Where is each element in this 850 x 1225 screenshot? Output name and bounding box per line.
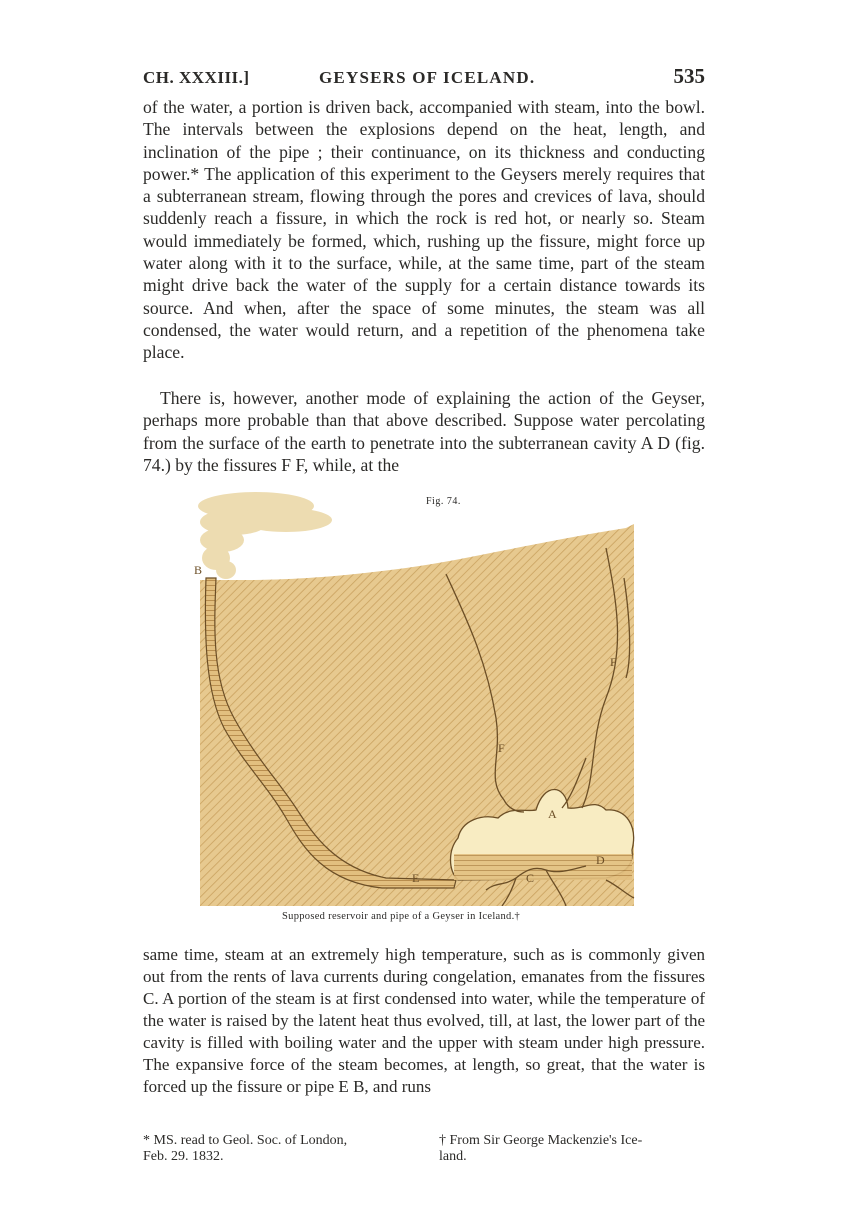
- paragraph-continued: [143, 96, 705, 364]
- label-f-middle: F: [498, 741, 505, 755]
- running-header: [143, 64, 705, 88]
- footnote-line: * MS. read to Geol. Soc. of London,: [143, 1133, 348, 1148]
- footnote-line: † From Sir George Mackenzie's Ice-: [439, 1133, 643, 1148]
- paragraph-text: There is, however, another mode of explaining the action of the Geyser, perhaps more probable than that above described. Suppose water percolating from the surface of the earth to penetrate into the subterranean cavity A D (fig. 74.) by the fissures F F, while, at the: [143, 388, 705, 475]
- paragraph-text: same time, steam at an extremely high temperature, such as is commonly given out from the rents of lava currents during congelation, emanates from the fissures C. A portion of the steam is at first condensed into water, while the temperature of the water is raised by the latent heat thus evolved, till, at last, the lower part of the cavity is filled with boiling water and the upper with steam under high pressure. The expansive force of the steam becomes, at length, so great, that the water is forced up the fissure or pipe E B, and runs: [143, 945, 705, 1096]
- geyser-illustration: [186, 478, 646, 906]
- footnote-line: land.: [439, 1149, 467, 1164]
- label-d: D: [596, 853, 605, 867]
- footnote-dagger: [439, 1133, 709, 1165]
- paragraph-after-figure: [143, 944, 705, 1098]
- label-e: E: [412, 871, 420, 885]
- running-title: GEYSERS OF ICELAND.: [319, 68, 536, 87]
- steam-cloud: [198, 492, 332, 579]
- footnote-star: [143, 1133, 443, 1165]
- label-b: B: [194, 563, 203, 577]
- label-c: C: [526, 871, 535, 885]
- paragraph-text: of the water, a portion is driven back, accompanied with steam, into the bowl. The intervals between the explosions depend on the heat, length, and inclination of the pipe ; their continuance, on its thickness and conducting power.* The application of this experiment to the Geysers merely requires that a subterranean stream, flowing through the pores and crevices of lava, should suddenly reach a fissure, in which the rock is red hot, or nearly so. Steam would immediately be formed, which, rushing up the fissure, might force up water along with it to the surface, while, at the same time, part of the steam might drive back the water of the supply for a certain distance towards its source. And when, after the space of some minutes, the steam was all condensed, the water would return, and a repetition of the phenomena take place.: [143, 97, 705, 363]
- label-a: A: [548, 807, 557, 821]
- footnote-line: Feb. 29. 1832.: [143, 1149, 224, 1164]
- label-f-upper: F: [610, 655, 617, 669]
- chapter-label: CH. XXXIII.]: [143, 68, 250, 87]
- figure-caption: Supposed reservoir and pipe of a Geyser in Iceland.†: [282, 911, 521, 922]
- geyser-figure: [186, 478, 646, 906]
- paragraph-geyser-mode: [143, 387, 705, 476]
- page-number: 535: [673, 64, 705, 88]
- figure-label: Fig. 74.: [426, 496, 461, 507]
- cavity-water: [454, 854, 632, 880]
